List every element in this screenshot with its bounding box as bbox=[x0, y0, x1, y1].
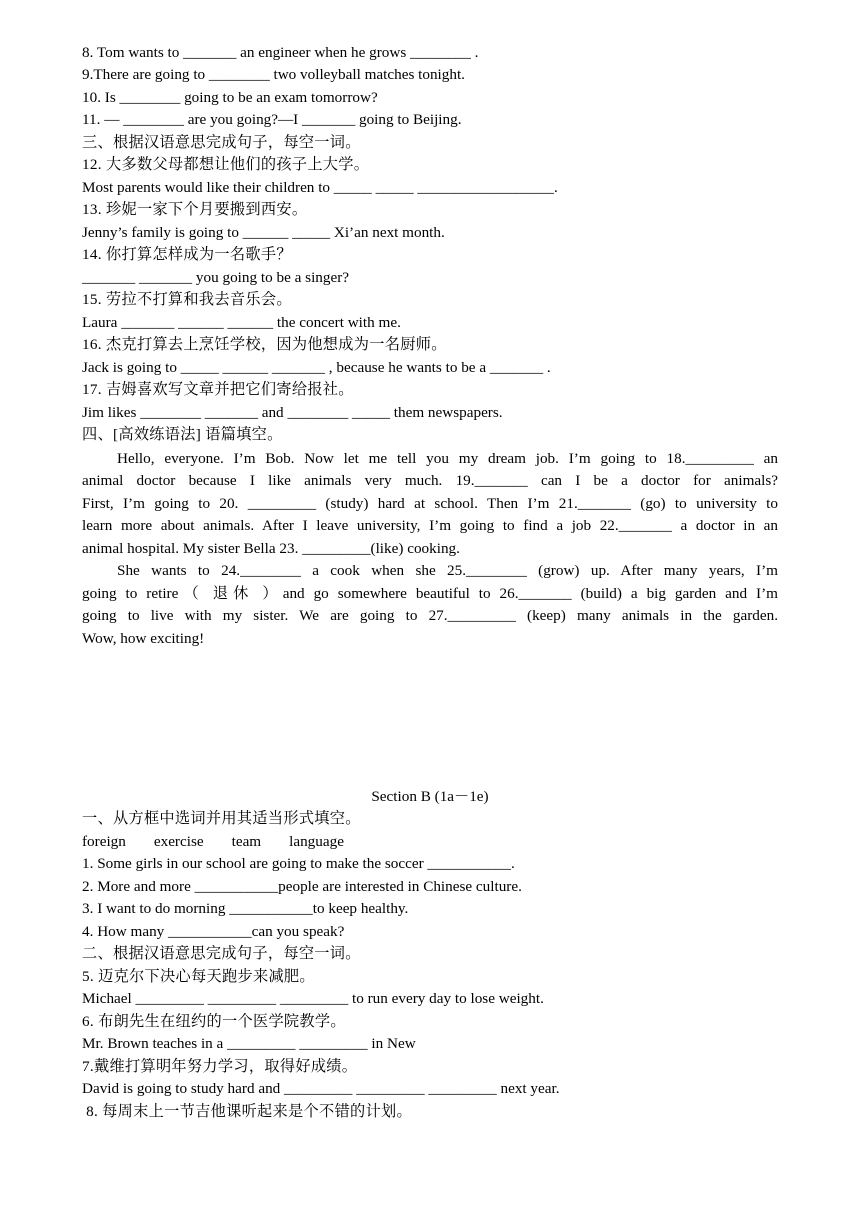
word-option: exercise bbox=[153, 833, 204, 850]
passage-line: First, I’m going to 20. _________ (study) hard at school. Then I’m 21._______ (go) to university to bbox=[82, 495, 778, 512]
exercise-line: David is going to study hard and _________ _________ _________ next year. bbox=[82, 1080, 560, 1097]
section-heading: 二、根据汉语意思完成句子，每空一词。 bbox=[82, 945, 361, 962]
exercise-prompt-cn: 6. 布朗先生在纽约的一个医学院教学。 bbox=[82, 1013, 346, 1030]
passage-line: animal doctor because I like animals very much. 19._______ can I be a doctor for animals? bbox=[82, 472, 778, 489]
exercise-line: 3. I want to do morning ___________to keep healthy. bbox=[82, 900, 409, 917]
exercise-line: Laura _______ ______ ______ the concert with me. bbox=[82, 314, 401, 331]
word-option: foreign bbox=[82, 833, 126, 850]
exercise-prompt-cn: 13. 珍妮一家下个月要搬到西安。 bbox=[82, 201, 308, 218]
exercise-line: 8. Tom wants to _______ an engineer when he grows ________ . bbox=[82, 44, 479, 61]
word-option: team bbox=[231, 833, 262, 850]
exercise-line: 11. — ________ are you going?—I _______ going to Beijing. bbox=[82, 111, 462, 128]
exercise-line: _______ _______ you going to be a singer? bbox=[82, 269, 350, 286]
exercise-line: Michael _________ _________ _________ to run every day to lose weight. bbox=[82, 990, 544, 1007]
exercise-line: 4. How many ___________can you speak? bbox=[82, 923, 345, 940]
passage-line: going to retire（ 退休 ）and go somewhere beautiful to 26._______ (build) a big garden and I’m bbox=[82, 585, 778, 602]
passage-line: animal hospital. My sister Bella 23. _________(like) cooking. bbox=[82, 540, 460, 557]
section-heading: 一、从方框中选词并用其适当形式填空。 bbox=[82, 810, 361, 827]
exercise-line: Mr. Brown teaches in a _________ _________ in New bbox=[82, 1035, 416, 1052]
section-heading: 四、[高效练语法] 语篇填空。 bbox=[82, 426, 283, 443]
exercise-prompt-cn: 8. 每周末上一节吉他课听起来是个不错的计划。 bbox=[82, 1103, 412, 1120]
exercise-prompt-cn: 5. 迈克尔下决心每天跑步来减肥。 bbox=[82, 968, 315, 985]
exercise-prompt-cn: 14. 你打算怎样成为一名歌手？ bbox=[82, 246, 292, 263]
exercise-line: 2. More and more ___________people are interested in Chinese culture. bbox=[82, 878, 522, 895]
word-option: language bbox=[289, 833, 344, 850]
exercise-line: Most parents would like their children to _____ _____ __________________. bbox=[82, 179, 558, 196]
passage-line: She wants to 24.________ a cook when she 25.________ (grow) up. After many years, I’m bbox=[117, 562, 778, 579]
exercise-prompt-cn: 15. 劳拉不打算和我去音乐会。 bbox=[82, 291, 292, 308]
exercise-line: Jenny’s family is going to ______ _____ Xi’an next month. bbox=[82, 224, 445, 241]
passage-line: Wow, how exciting! bbox=[82, 630, 205, 647]
passage-line: going to live with my sister. We are going to 27._________ (keep) many animals in the garden. bbox=[82, 607, 778, 624]
exercise-line: 1. Some girls in our school are going to make the soccer ___________. bbox=[82, 855, 515, 872]
section-title: Section B (1a－1e) bbox=[371, 788, 489, 805]
passage-line: learn more about animals. After I leave university, I’m going to find a job 22._______ a doctor in an bbox=[82, 517, 778, 534]
section-heading: 三、根据汉语意思完成句子，每空一词。 bbox=[82, 134, 361, 151]
passage-line: Hello, everyone. I’m Bob. Now let me tell you my dream job. I’m going to 18._________ an bbox=[117, 450, 778, 467]
word-box bbox=[82, 832, 782, 852]
exercise-prompt-cn: 16. 杰克打算去上烹饪学校，因为他想成为一名厨师。 bbox=[82, 336, 447, 353]
exercise-line: Jack is going to _____ ______ _______ , because he wants to be a _______ . bbox=[82, 359, 551, 376]
exercise-prompt-cn: 12. 大多数父母都想让他们的孩子上大学。 bbox=[82, 156, 370, 173]
exercise-prompt-cn: 17. 吉姆喜欢写文章并把它们寄给报社。 bbox=[82, 381, 354, 398]
exercise-prompt-cn: 7.戴维打算明年努力学习，取得好成绩。 bbox=[82, 1058, 358, 1075]
exercise-line: 9.There are going to ________ two volleyball matches tonight. bbox=[82, 66, 465, 83]
exercise-line: 10. Is ________ going to be an exam tomorrow? bbox=[82, 89, 378, 106]
exercise-line: Jim likes ________ _______ and ________ _____ them newspapers. bbox=[82, 404, 503, 421]
